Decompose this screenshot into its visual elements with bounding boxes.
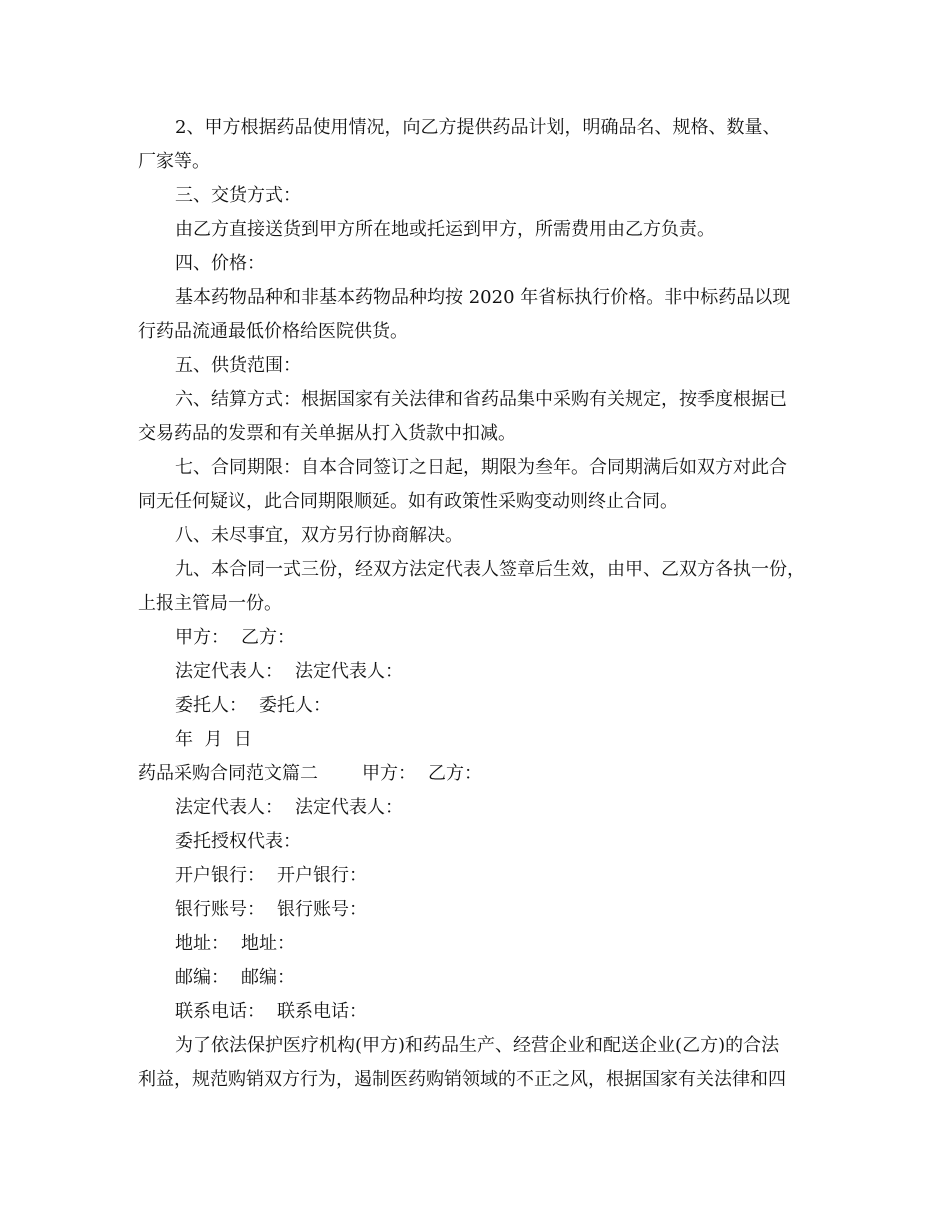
paragraph-line: 同无任何疑议，此合同期限顺延。如有政策性采购变动则终止合同。 [138,491,678,512]
signature-line-parties [138,621,828,655]
paragraph-line: 为了依法保护医疗机构(甲方)和药品生产、经营企业和配送企业(乙方)的合法 [175,1035,780,1056]
party-b-bank-label: 开户银行： [277,865,367,886]
field-line-bank [138,859,828,893]
party-b-legal-rep-label: 法定代表人： [295,797,403,818]
paragraph-line: 上报主管局一份。 [138,593,282,614]
party-b-account-label: 银行账号： [277,899,367,920]
paragraph-line: 八、未尽事宜，双方另行协商解决。 [175,525,463,546]
paragraph-line: 九、本合同一式三份，经双方法定代表人签章后生效，由甲、乙双方各执一份， [175,559,805,580]
party-a-label: 甲方： [362,763,416,784]
party-b-label: 乙方： [241,627,295,648]
paragraph-line: 2、甲方根据药品使用情况，向乙方提供药品计划，明确品名、规格、数量、 [175,117,781,138]
paragraph-line: 交易药品的发票和有关单据从打入货款中扣减。 [138,423,516,444]
field-line-account [138,893,828,927]
field-line-legal-rep [138,791,828,825]
party-a-postcode-label: 邮编： [175,967,229,988]
field-line-authorized-rep: 委托授权代表： [175,831,301,852]
field-line-phone [138,995,828,1029]
field-line-postcode [138,961,828,995]
party-a-legal-rep-label: 法定代表人： [175,797,283,818]
party-b-agent-label: 委托人： [259,695,331,716]
signature-line-legal-rep [138,655,828,689]
paragraph-line: 由乙方直接送货到甲方所在地或托运到甲方，所需费用由乙方负责。 [175,219,715,240]
field-line-address [138,927,828,961]
party-a-legal-rep-label: 法定代表人： [175,661,283,682]
party-b-address-label: 地址： [241,933,295,954]
party-a-address-label: 地址： [175,933,229,954]
party-a-phone-label: 联系电话： [175,1001,265,1022]
section-heading: 三、交货方式： [175,185,301,206]
section-heading: 五、供货范围： [175,355,301,376]
paragraph-line: 基本药物品种和非基本药物品种均按 2020 年省标执行价格。非中标药品以现 [175,287,791,308]
date-line: 年 月 日 [175,729,252,750]
party-a-account-label: 银行账号： [175,899,265,920]
document-body [138,111,828,1097]
section-heading: 四、价格： [175,253,265,274]
paragraph-line: 七、合同期限：自本合同签订之日起，期限为叁年。合同期满后如双方对此合 [175,457,787,478]
section-title-line [138,757,828,791]
party-a-agent-label: 委托人： [175,695,247,716]
party-b-phone-label: 联系电话： [277,1001,367,1022]
signature-line-agent [138,689,828,723]
party-b-legal-rep-label: 法定代表人： [295,661,403,682]
party-a-bank-label: 开户银行： [175,865,265,886]
document-title-2: 药品采购合同范文篇二 [138,763,318,784]
party-b-label: 乙方： [428,763,482,784]
paragraph-line: 利益，规范购销双方行为，遏制医药购销领域的不正之风，根据国家有关法律和四 [138,1069,786,1090]
party-a-label: 甲方： [175,627,229,648]
paragraph-line: 行药品流通最低价格给医院供货。 [138,321,408,342]
paragraph-line: 六、结算方式：根据国家有关法律和省药品集中采购有关规定，按季度根据已 [175,389,787,410]
paragraph-line: 厂家等。 [138,151,210,172]
party-b-postcode-label: 邮编： [241,967,295,988]
